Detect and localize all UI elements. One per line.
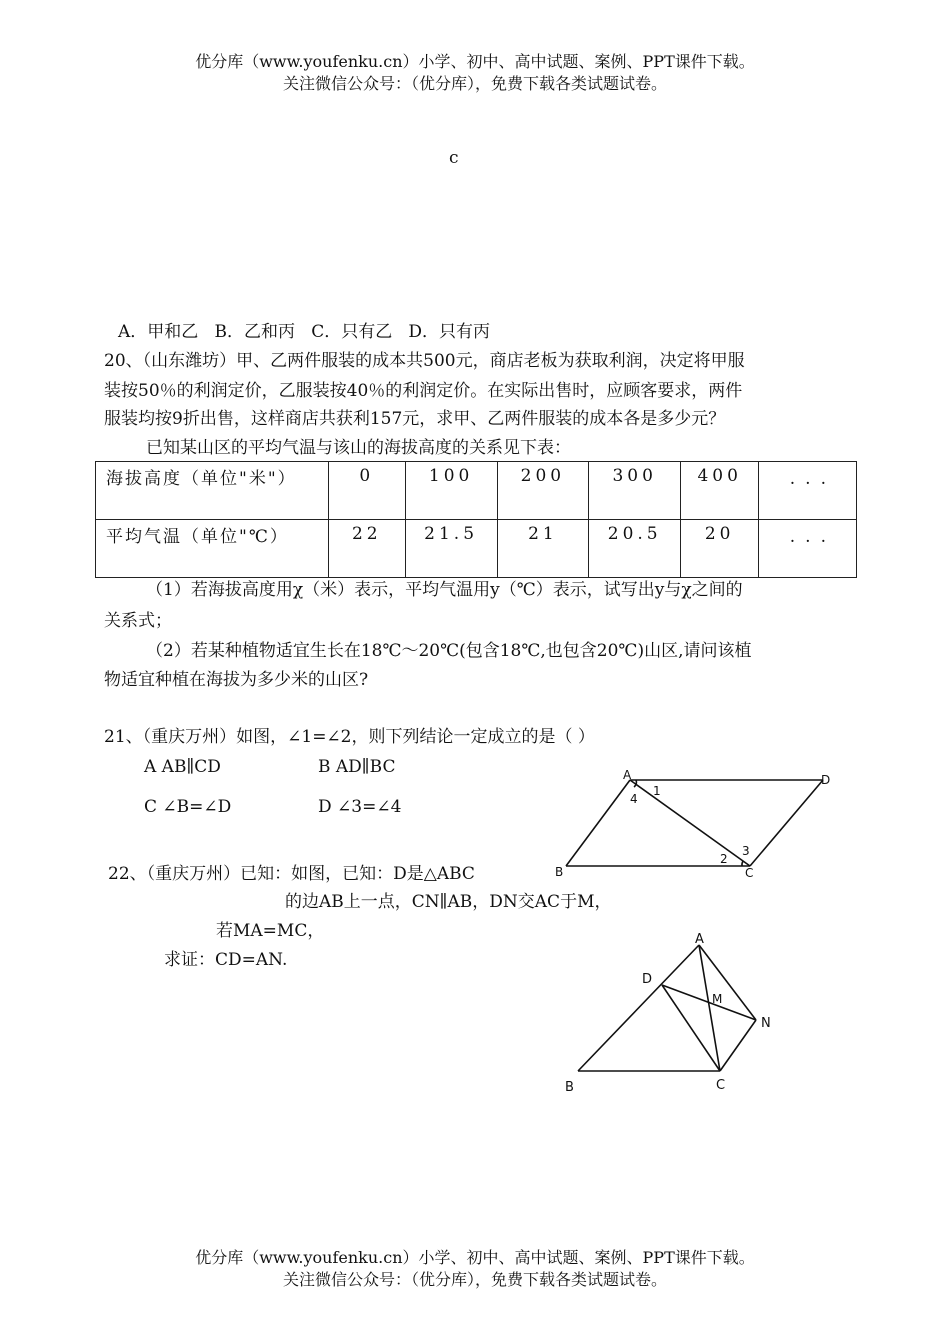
altitude-temperature-table — [95, 461, 857, 578]
q21-option-c: C ∠B=∠D — [144, 797, 232, 817]
part1-line-1: （1）若海拔高度用χ（米）表示，平均气温用y（℃）表示，试写出y与χ之间的 — [146, 580, 743, 600]
q21-figure — [550, 765, 850, 885]
segment-ac — [630, 780, 750, 866]
footer-line-2: 关注微信公众号：（优分库），免费下载各类试题试卷。 — [282, 1270, 667, 1289]
table-cell: 100 — [405, 462, 497, 520]
q21-option-a: A AB∥CD — [144, 757, 221, 777]
table-cell: 400 — [681, 462, 759, 520]
row-header-temperature: 平均气温（单位"℃） — [96, 520, 329, 578]
part2-line-1: （2）若某种植物适宜生长在18℃～20℃(包含18℃,也包含20℃)山区,请问该植 — [146, 641, 752, 661]
q19-options: A．甲和乙 B．乙和丙 C．只有乙 D．只有丙 — [118, 322, 491, 342]
table-cell-ellipsis: ... — [759, 462, 857, 520]
row-header-altitude: 海拔高度（单位"米"） — [96, 462, 329, 520]
figure-label-a: A — [695, 932, 704, 947]
table-cell: 22 — [329, 520, 405, 578]
figure-label-angle-2: 2 — [720, 852, 728, 866]
q22-figure — [555, 925, 785, 1100]
q21-stem: 21、（重庆万州）如图，∠1=∠2，则下列结论一定成立的是（ ） — [104, 727, 595, 747]
figure-label-m: M — [712, 992, 723, 1006]
figure-label-n: N — [761, 1016, 771, 1031]
segment-ab — [578, 945, 699, 1071]
figure-label-c: C — [745, 866, 754, 880]
footer-line-1: 优分库（www.youfenku.cn）小学、初中、高中试题、案例、PPT课件下载。 — [195, 1248, 755, 1267]
figure-label-angle-3: 3 — [742, 844, 750, 858]
table-row-altitude — [96, 462, 857, 520]
q22-line-4: 求证：CD=AN. — [164, 950, 288, 970]
stray-label-c: c — [449, 148, 459, 168]
part2-line-2: 物适宜种植在海拔为多少米的山区? — [104, 670, 369, 690]
table-cell: 21 — [497, 520, 588, 578]
q22-line-3: 若MA=MC， — [216, 921, 325, 941]
q20-line-2: 装按50％的利润定价，乙服装按40％的利润定价。在实际出售时，应顾客要求，两件 — [104, 381, 743, 401]
segment-cd — [750, 780, 823, 866]
figure-label-d: D — [821, 773, 831, 787]
q21-option-b: B AD∥BC — [318, 757, 396, 777]
header-line-1: 优分库（www.youfenku.cn）小学、初中、高中试题、案例、PPT课件下载。 — [195, 52, 755, 71]
table-cell: 0 — [329, 462, 405, 520]
table-cell-ellipsis: ... — [759, 520, 857, 578]
header-line-2: 关注微信公众号：（优分库），免费下载各类试题试卷。 — [282, 74, 667, 93]
figure-label-b: B — [555, 865, 564, 879]
figure-label-b: B — [565, 1080, 574, 1095]
q20-line-1: 20、（山东潍坊）甲、乙两件服装的成本共500元，商店老板为获取利润，决定将甲服 — [104, 351, 745, 371]
table-cell: 300 — [589, 462, 681, 520]
q21-option-d: D ∠3=∠4 — [318, 797, 402, 817]
segment-ac — [699, 945, 723, 1071]
segment-cn — [720, 1020, 756, 1071]
q22-line-1: 22、（重庆万州）已知：如图，已知：D是△ABC — [108, 864, 475, 884]
table-row-temperature — [96, 520, 857, 578]
part1-line-2: 关系式； — [104, 611, 172, 631]
table-cell: 21.5 — [405, 520, 497, 578]
table-intro: 已知某山区的平均气温与该山的海拔高度的关系见下表： — [146, 438, 571, 458]
table-cell: 20.5 — [589, 520, 681, 578]
segment-ab — [566, 780, 630, 866]
figure-label-c: C — [716, 1078, 726, 1093]
figure-label-angle-1: 1 — [653, 784, 661, 798]
table-cell: 20 — [681, 520, 759, 578]
figure-label-d: D — [642, 972, 653, 987]
figure-label-a: A — [623, 768, 632, 782]
q22-line-2: 的边AB上一点，CN∥AB，DN交AC于M， — [285, 892, 612, 912]
q20-line-3: 服装均按9折出售，这样商店共获利157元，求甲、乙两件服装的成本各是多少元？ — [104, 409, 726, 429]
figure-label-angle-4: 4 — [630, 792, 638, 806]
table-cell: 200 — [497, 462, 588, 520]
